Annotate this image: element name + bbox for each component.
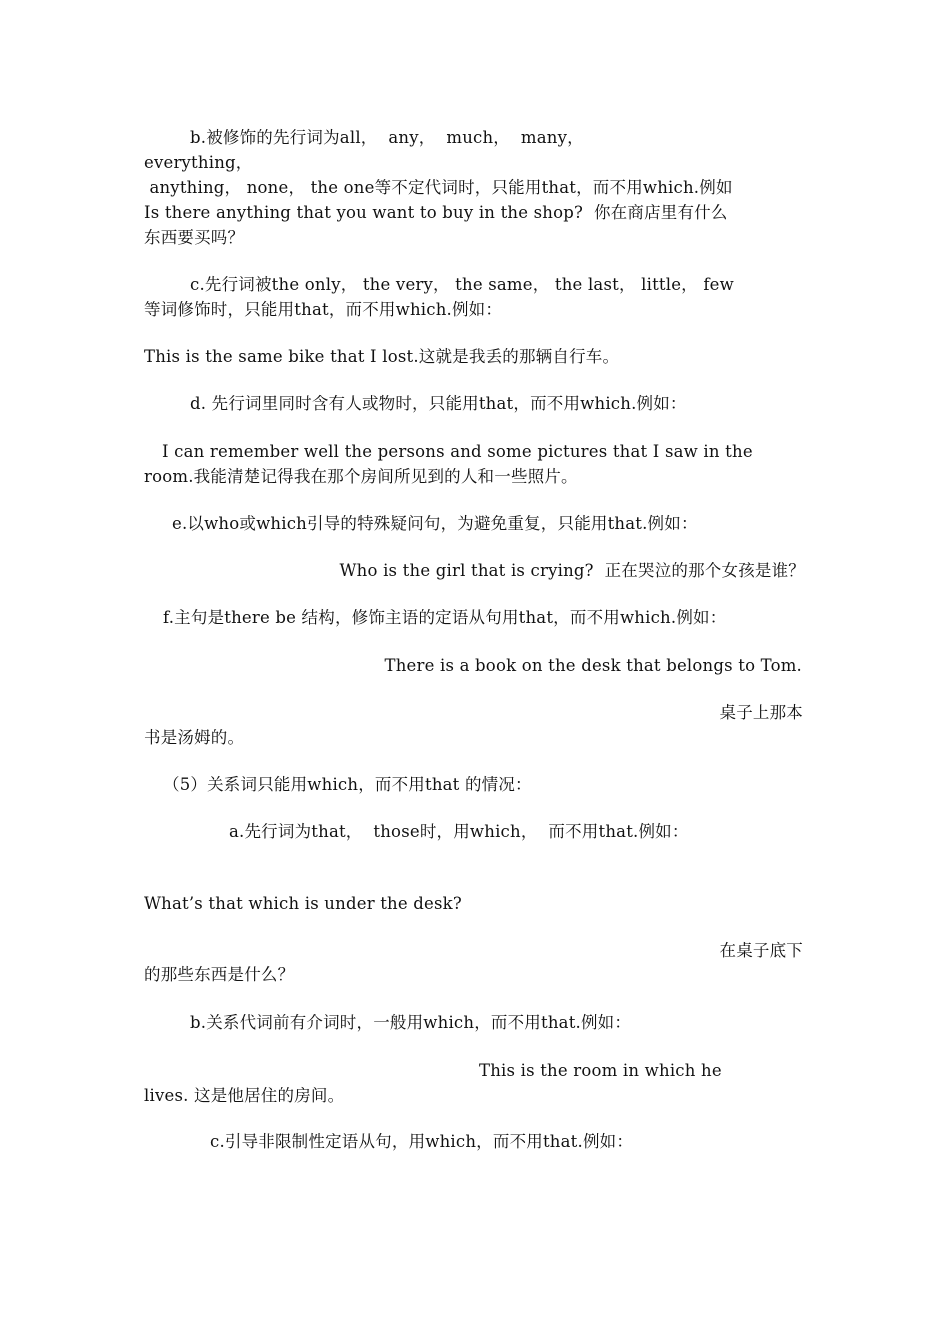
paragraph-line: 东西要买吗？ xyxy=(144,228,245,247)
example-sentence: There is a book on the desk that belongs to Tom. xyxy=(384,656,802,675)
example-sentence: This is the room in which he xyxy=(479,1061,722,1080)
paragraph-line: c.先行词被the only， the very， the same， the last， little， few xyxy=(190,275,734,294)
example-sentence: I can remember well the persons and some pictures that I saw in the xyxy=(162,442,753,461)
example-translation: 在桌子底下 xyxy=(719,941,803,960)
example-translation: 的那些东西是什么？ xyxy=(144,965,295,984)
paragraph-line: d. 先行词里同时含有人或物时，只能用that，而不用which.例如： xyxy=(190,394,687,413)
example-translation: 桌子上那本 xyxy=(719,703,803,722)
section-heading: （5）关系词只能用which，而不用that 的情况： xyxy=(163,775,532,794)
example-sentence: lives. 这是他居住的房间。 xyxy=(144,1086,345,1105)
paragraph-line: f.主句是there be 结构，修饰主语的定语从句用that，而不用which.例如： xyxy=(163,608,727,627)
paragraph-line: anything， none， the one等不定代词时，只能用that，而不用which.例如 xyxy=(144,178,733,197)
example-sentence: This is the same bike that I lost.这就是我丢的那辆自行车。 xyxy=(144,347,620,366)
paragraph-line: Is there anything that you want to buy in the shop? 你在商店里有什么 xyxy=(144,203,728,222)
paragraph-line: b.关系代词前有介词时，一般用which，而不用that.例如： xyxy=(190,1013,632,1032)
paragraph-line: b.被修饰的先行词为all， any， much， many， xyxy=(190,128,584,147)
paragraph-line: a.先行词为that， those时，用which， 而不用that.例如： xyxy=(229,822,689,841)
paragraph-line: e.以who或which引导的特殊疑问句，为避免重复，只能用that.例如： xyxy=(172,514,698,533)
example-sentence: What’s that which is under the desk? xyxy=(144,894,462,913)
paragraph-line: 等词修饰时，只能用that，而不用which.例如： xyxy=(144,300,503,319)
example-sentence: Who is the girl that is crying? 正在哭泣的那个女孩是谁？ xyxy=(339,561,805,580)
paragraph-line: everything， xyxy=(144,153,253,172)
example-translation: 书是汤姆的。 xyxy=(144,728,245,747)
paragraph-line: c.引导非限制性定语从句，用which，而不用that.例如： xyxy=(210,1132,634,1151)
example-sentence: room.我能清楚记得我在那个房间所见到的人和一些照片。 xyxy=(144,467,578,486)
